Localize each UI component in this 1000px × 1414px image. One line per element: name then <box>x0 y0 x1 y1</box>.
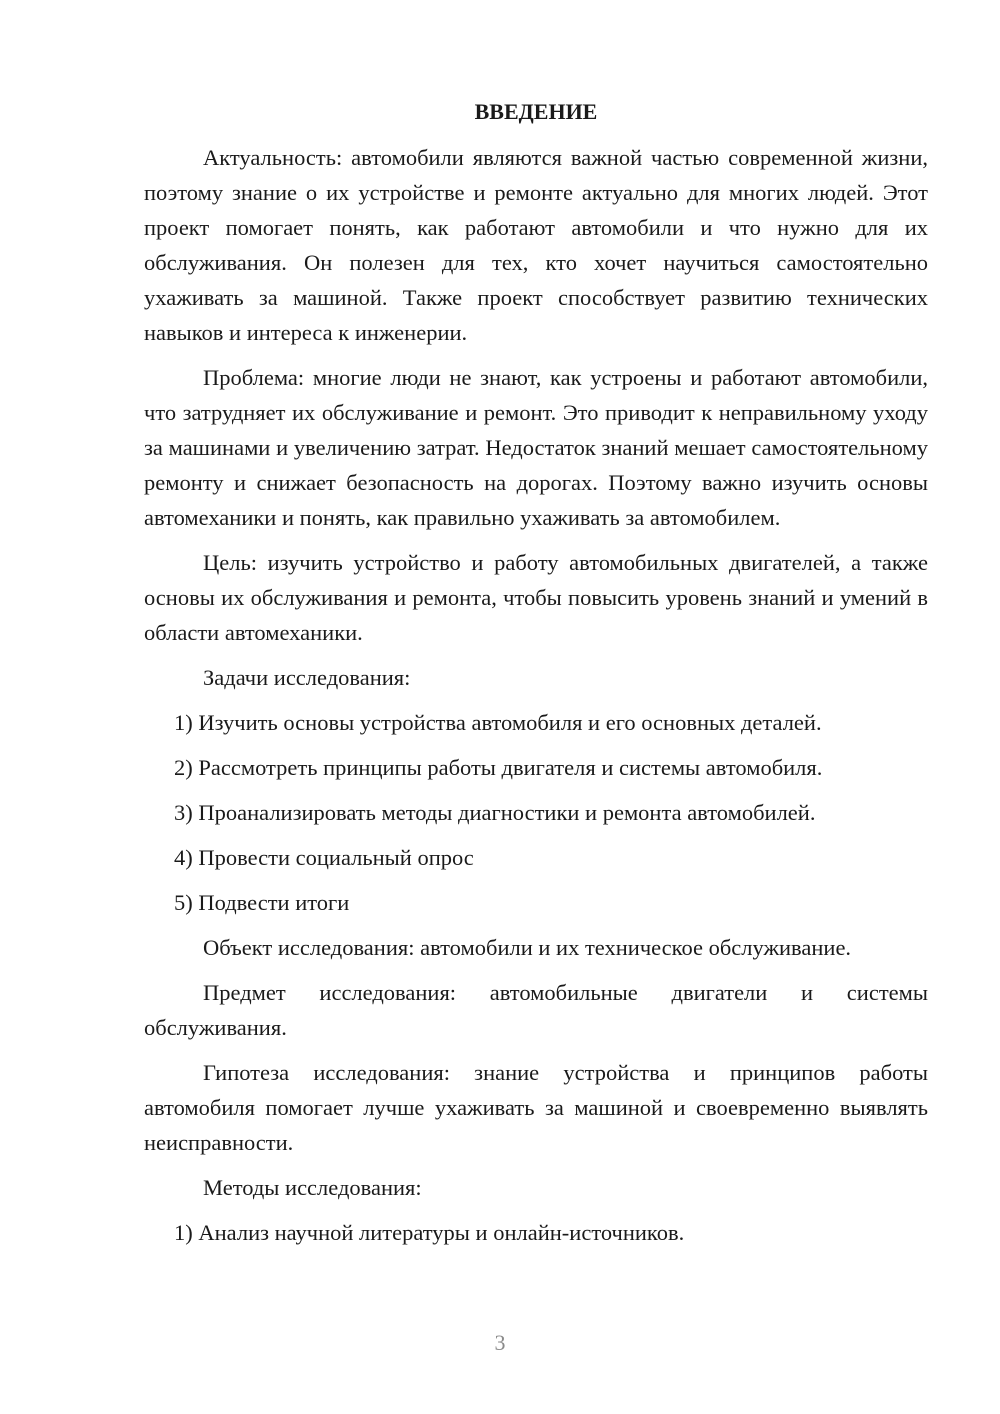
section-title: ВВЕДЕНИЕ <box>474 99 598 124</box>
hypothesis-paragraph: Гипотеза исследования: знание устройства и принципов работы автомобиля помогает лучше ухаживать за машиной и своевременно выявлять неисправности. <box>144 1060 928 1155</box>
document-page <box>144 92 928 1260</box>
task-item: 5) Подвести итоги <box>174 890 350 915</box>
problem-paragraph: Проблема: многие люди не знают, как устроены и работают автомобили, что затрудняет их обслуживание и ремонт. Это приводит к неправильному уходу за машинами и увеличению затрат. Недостаток знаний мешает самостоятельному ремонту и снижает безопасность на дорогах. Поэтому важно изучить основы автомеханики и понять, как правильно ухаживать за автомобилем. <box>144 365 928 530</box>
methods-list <box>144 1215 928 1250</box>
task-item: 1) Изучить основы устройства автомобиля и его основных деталей. <box>174 710 822 735</box>
subject-paragraph: Предмет исследования: автомобильные двигатели и системы обслуживания. <box>144 980 928 1040</box>
task-item: 4) Провести социальный опрос <box>174 845 474 870</box>
method-item: 1) Анализ научной литературы и онлайн-источников. <box>174 1220 685 1245</box>
tasks-list <box>144 705 928 920</box>
page-number: 3 <box>494 1330 506 1355</box>
task-item: 3) Проанализировать методы диагностики и ремонта автомобилей. <box>174 800 816 825</box>
methods-label: Методы исследования: <box>203 1175 422 1200</box>
relevance-paragraph: Актуальность: автомобили являются важной частью современной жизни, поэтому знание о их устройстве и ремонте актуально для многих людей. Этот проект помогает понять, как работают автомобили и что нужно для их обслуживания. Он полезен для тех, кто хочет научиться самостоятельно ухаживать за машиной. Также проект способствует развитию технических навыков и интереса к инженерии. <box>144 145 928 345</box>
tasks-label: Задачи исследования: <box>203 665 411 690</box>
object-paragraph: Объект исследования: автомобили и их техническое обслуживание. <box>203 935 852 960</box>
task-item: 2) Рассмотреть принципы работы двигателя и системы автомобиля. <box>174 755 823 780</box>
goal-paragraph: Цель: изучить устройство и работу автомобильных двигателей, а также основы их обслуживания и ремонта, чтобы повысить уровень знаний и умений в области автомеханики. <box>144 550 928 645</box>
